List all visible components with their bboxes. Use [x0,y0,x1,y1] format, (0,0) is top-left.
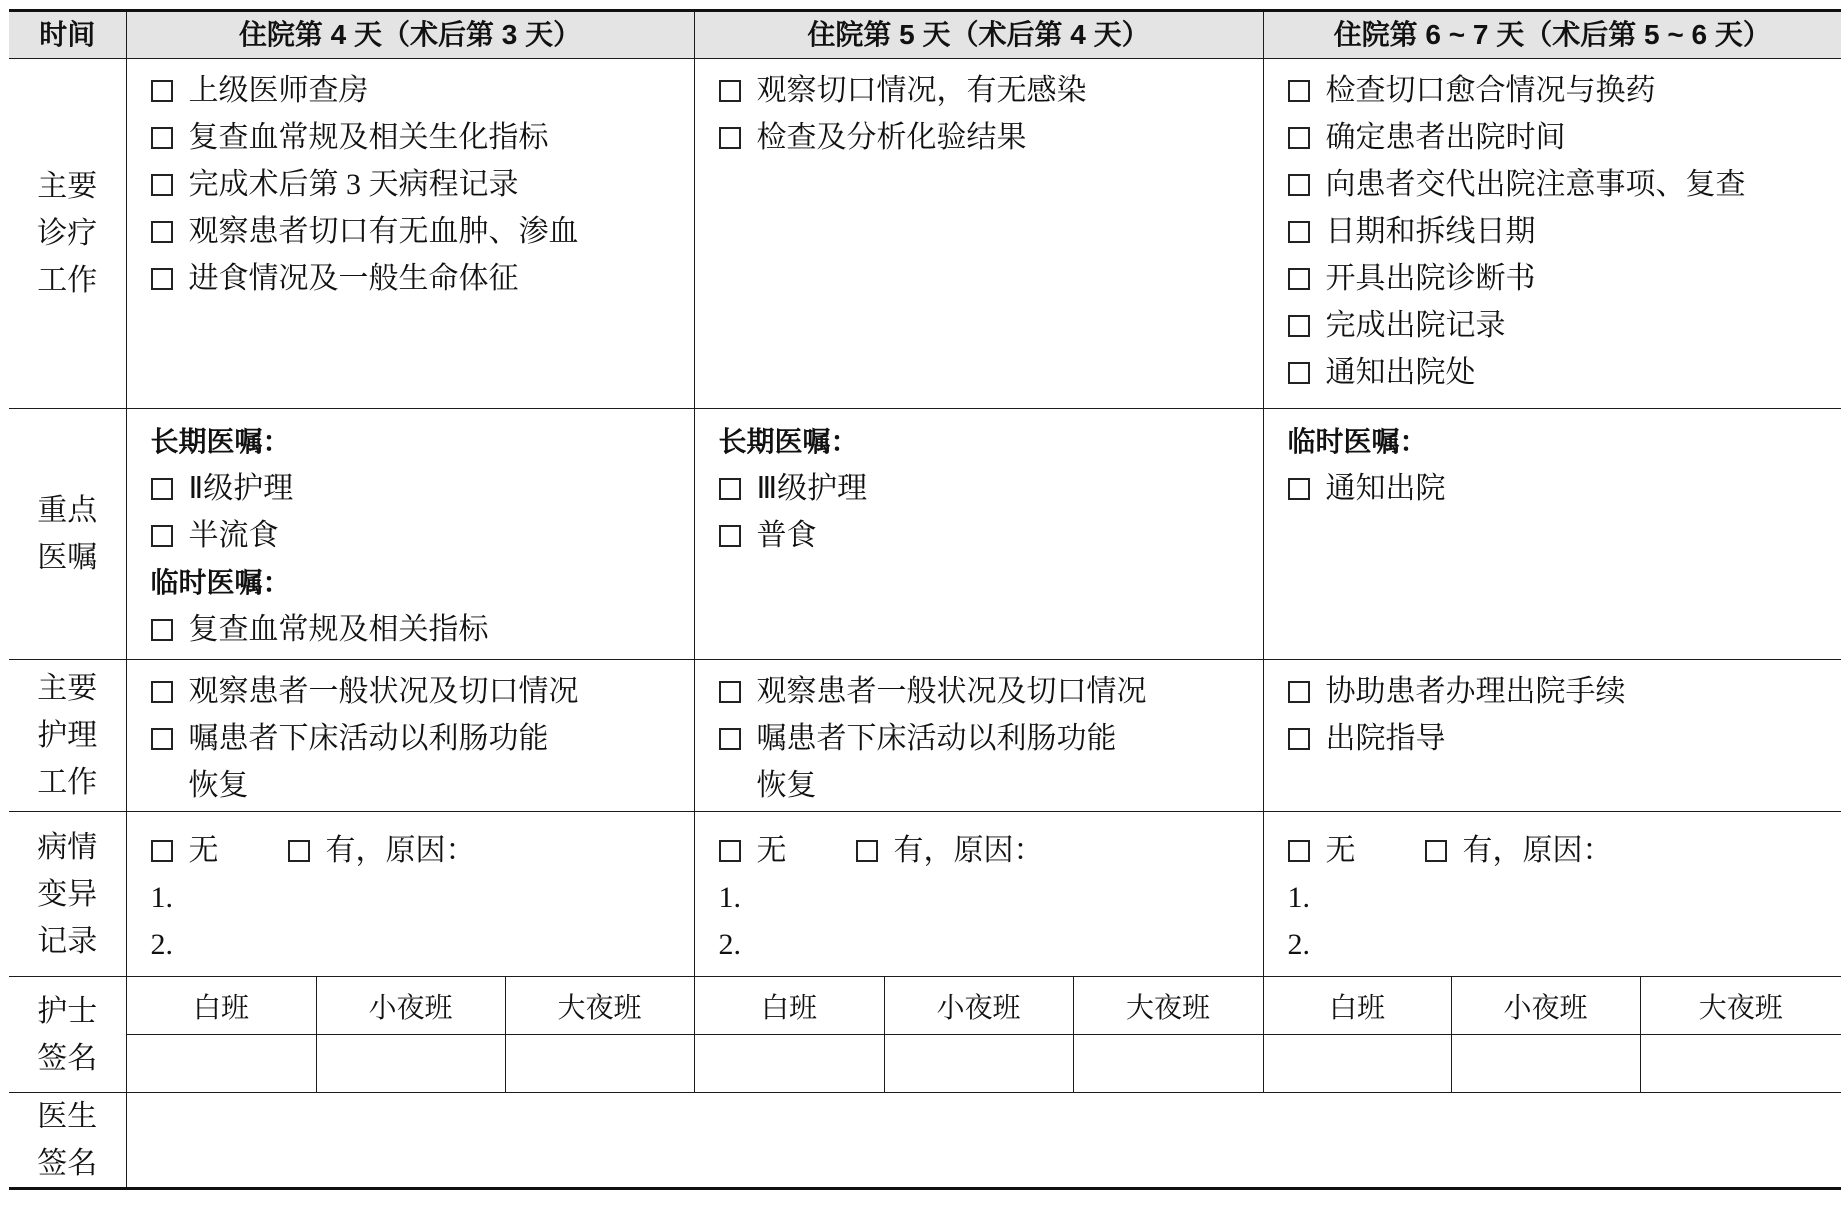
variation-option-yes [856,827,1044,874]
checkbox[interactable] [1288,681,1310,703]
day-header-text: 住院第 5 天（术后第 4 天） [807,19,1150,50]
checklist-item [1288,208,1842,255]
day-6-7-header [1263,11,1841,59]
option-text: 有，原因： [325,834,476,867]
checklist-item [1288,114,1842,161]
item-line [1288,302,1842,349]
day-5-main-treatment-cell [694,59,1263,409]
nurse-signature-label-cell [9,977,126,1093]
variation-option-none [1288,827,1425,874]
checklist-item [1288,67,1842,114]
orders-list [1264,409,1842,512]
variation-option-none [719,827,856,874]
item-text: 完成术后第 3 天病程记录 [188,168,519,201]
row-label-line: 医嘱 [37,541,98,574]
checklist-item [719,465,1263,512]
order-item-list [151,465,694,559]
checkbox[interactable] [151,174,173,196]
row-label-line: 病情 [37,830,98,864]
item-text: 通知出院 [1325,472,1446,505]
nursing-work-label-cell [9,660,126,812]
checkbox[interactable] [1288,362,1310,384]
shift-label-evening: 小夜班 [884,977,1073,1035]
checklist-item [1288,668,1842,715]
checklist-item [1288,349,1842,396]
checklist-item [151,606,694,653]
item-text: 观察患者一般状况及切口情况 [188,675,579,708]
checkbox[interactable] [719,728,741,750]
row-label-line: 诊疗 [37,217,98,250]
checkbox[interactable] [719,478,741,500]
day-4-orders-cell [126,409,694,660]
row-label-line: 医生 [37,1100,98,1133]
checklist-item [151,465,694,512]
variation-options [719,827,1263,874]
checklist [695,660,1263,809]
checklist-item [719,715,1263,809]
option-text: 无 [188,834,219,867]
checklist-item [151,668,694,715]
item-line [1288,67,1842,114]
item-line [151,465,694,512]
item-line [151,512,694,559]
item-line [719,465,1263,512]
order-type-heading: 临时医嘱： [150,567,291,598]
item-text: 复查血常规及相关生化指标 [188,121,549,154]
reason-line: 2. [718,928,741,961]
checkbox[interactable] [151,525,173,547]
shift-label-evening: 小夜班 [316,977,505,1035]
checkbox[interactable] [1288,268,1310,290]
checklist [127,660,694,809]
nurse-signature-field [1263,1035,1451,1093]
item-text: 检查切口愈合情况与换药 [1325,74,1656,107]
nurse-signature-field [1451,1035,1640,1093]
day-5-nursing-cell [694,660,1263,812]
doctor-signature-row [9,1093,1841,1189]
time-column-header [9,11,126,59]
row-label [9,665,126,806]
shift-label-night: 大夜班 [1073,977,1263,1035]
day-4-nursing-cell [126,660,694,812]
checkbox[interactable] [1288,478,1310,500]
row-label-line: 工作 [37,766,98,799]
row-label [9,988,126,1082]
day-5-variation-cell [694,812,1263,977]
checkbox[interactable] [288,840,310,862]
order-type-heading: 长期医嘱： [150,426,291,457]
row-label-line: 主要 [37,170,98,203]
shift-label-night: 大夜班 [1640,977,1841,1035]
reason-line: 2. [1287,928,1310,961]
day-5-header [694,11,1263,59]
item-line [1288,668,1842,715]
nurse-signature-field [694,1035,884,1093]
item-text: 观察患者一般状况及切口情况 [756,675,1147,708]
day-4-header [126,11,694,59]
checklist-item [1288,465,1842,512]
day-6-7-orders-cell [1263,409,1841,660]
checklist-item [151,512,694,559]
checklist-item [151,161,694,208]
item-line [719,512,1263,559]
day-6-7-main-treatment-cell [1263,59,1841,409]
checklist-item [719,67,1263,114]
item-line [1288,349,1842,396]
nurse-signature-field [884,1035,1073,1093]
checkbox[interactable] [1288,315,1310,337]
item-text: 协助患者办理出院手续 [1325,675,1626,708]
item-line [719,114,1263,161]
checkbox[interactable] [151,840,173,862]
checkbox[interactable] [151,681,173,703]
checklist [695,59,1263,161]
row-label-line: 护理 [37,719,98,752]
item-line [151,606,694,653]
nurse-signature-field [1073,1035,1263,1093]
item-line [1288,465,1842,512]
order-type-heading: 长期医嘱： [718,426,859,457]
item-line [1288,255,1842,302]
checkbox[interactable] [719,127,741,149]
checkbox[interactable] [1288,840,1310,862]
reason-line: 1. [718,881,741,914]
variation-options [1288,827,1842,874]
item-text: 观察切口情况，有无感染 [756,74,1087,107]
checklist-item [151,208,694,255]
option-text: 有，原因： [1462,834,1613,867]
row-label-line: 签名 [37,1041,98,1075]
checkbox[interactable] [1288,80,1310,102]
order-item-list [151,606,694,653]
item-text: 上级医师查房 [188,74,369,107]
variation-option-yes [1425,827,1613,874]
checklist-item [1288,715,1842,762]
item-line [151,67,694,114]
nurse-signature-field-row [9,1035,1841,1093]
item-text: 出院指导 [1325,722,1446,755]
checklist-item [151,114,694,161]
day-4-variation-cell [126,812,694,977]
item-text: Ⅱ级护理 [188,472,294,505]
checklist [1264,59,1842,396]
checkbox[interactable] [151,80,173,102]
option-text: 无 [756,834,787,867]
checkbox[interactable] [151,127,173,149]
main-treatment-row [9,59,1841,409]
row-label [9,487,126,581]
checkbox[interactable] [719,840,741,862]
checklist-item [151,67,694,114]
item-text: 检查及分析化验结果 [756,121,1027,154]
variation-record-row [9,812,1841,977]
checkbox[interactable] [151,728,173,750]
item-text: 进食情况及一般生命体征 [188,262,519,295]
item-line [719,668,1263,715]
item-text: 嘱患者下床活动以利肠功能 [756,722,1117,755]
item-text: 普食 [756,519,817,552]
item-text: 观察患者切口有无血肿、渗血 [188,215,579,248]
item-text: 确定患者出院时间 [1325,121,1566,154]
day-6-7-variation-cell [1263,812,1841,977]
checkbox[interactable] [719,681,741,703]
day-6-7-nursing-cell [1263,660,1841,812]
checkbox[interactable] [719,80,741,102]
item-line [151,161,694,208]
day-4-main-treatment-cell [126,59,694,409]
checkbox[interactable] [1288,127,1310,149]
row-label-line: 主要 [37,672,98,705]
item-continuation-line [151,762,694,809]
item-text: 半流食 [188,519,279,552]
row-label [9,1093,126,1187]
order-item-list [719,465,1263,559]
shift-label-night: 大夜班 [505,977,694,1035]
item-line [151,668,694,715]
shift-label-day: 白班 [694,977,884,1035]
order-type-heading: 临时医嘱： [1287,426,1428,457]
nursing-work-row [9,660,1841,812]
reason-line: 1. [1287,881,1310,914]
checkbox[interactable] [151,478,173,500]
item-text: Ⅲ级护理 [756,472,868,505]
row-label-line: 护士 [37,994,98,1028]
item-text: 开具出院诊断书 [1325,262,1536,295]
checklist-item [1288,161,1842,208]
option-text: 有，原因： [893,834,1044,867]
key-orders-row [9,409,1841,660]
shift-label-day: 白班 [1263,977,1451,1035]
checklist-item [151,255,694,302]
shift-label-evening: 小夜班 [1451,977,1640,1035]
checkbox[interactable] [1288,728,1310,750]
item-text: 完成出院记录 [1325,309,1506,342]
variation-block [1264,812,1842,968]
checklist-item [1288,302,1842,349]
row-label-line: 变异 [37,877,98,911]
item-line [719,715,1263,762]
row-label [9,824,126,965]
checkbox[interactable] [856,840,878,862]
item-continuation-line [719,762,1263,809]
item-line [1288,208,1842,255]
checklist-item [719,512,1263,559]
item-text: 通知出院处 [1325,356,1476,389]
variation-block [695,812,1263,968]
nurse-signature-field [126,1035,316,1093]
checklist [1264,660,1842,762]
row-label-line: 记录 [37,924,98,958]
checkbox[interactable] [1288,221,1310,243]
item-text: 恢复 [188,769,249,802]
checklist [127,59,694,302]
checkbox[interactable] [151,221,173,243]
time-header-text: 时间 [39,19,96,50]
header-row [9,11,1841,59]
orders-list [127,409,694,653]
item-line [151,114,694,161]
item-text: 向患者交代出院注意事项、复查 [1325,168,1746,201]
checkbox[interactable] [1425,840,1447,862]
item-line [1288,161,1842,208]
item-line [151,208,694,255]
nurse-signature-field [316,1035,505,1093]
row-label-line: 签名 [37,1147,98,1180]
item-line [151,715,694,762]
variation-options [151,827,694,874]
row-label [9,163,126,304]
checkbox[interactable] [151,268,173,290]
variation-label-cell [9,812,126,977]
item-text: 恢复 [756,769,817,802]
variation-option-yes [288,827,476,874]
main-treatment-label-cell [9,59,126,409]
checklist-item [719,668,1263,715]
checklist-item [719,114,1263,161]
checkbox[interactable] [1288,174,1310,196]
checkbox[interactable] [151,619,173,641]
shift-label-day: 白班 [126,977,316,1035]
doctor-signature-field [126,1093,1841,1189]
variation-option-none [151,827,288,874]
item-line [151,255,694,302]
reason-line: 1. [150,881,173,914]
doctor-signature-label-cell [9,1093,126,1189]
checklist-item [1288,255,1842,302]
item-line [1288,114,1842,161]
key-orders-label-cell [9,409,126,660]
order-item-list [1288,465,1842,512]
clinical-pathway-table [9,9,1841,1190]
nurse-signature-field [505,1035,694,1093]
day-5-orders-cell [694,409,1263,660]
variation-block [127,812,694,968]
item-line [719,67,1263,114]
item-line [1288,715,1842,762]
row-label-line: 工作 [37,264,98,297]
day-header-text: 住院第 4 天（术后第 3 天） [238,19,582,50]
day-header-text: 住院第 6 ~ 7 天（术后第 5 ~ 6 天） [1333,19,1771,50]
nurse-signature-shift-row [9,977,1841,1035]
item-text: 日期和拆线日期 [1325,215,1536,248]
item-text: 嘱患者下床活动以利肠功能 [188,722,549,755]
checklist-item [151,715,694,809]
item-text: 复查血常规及相关指标 [188,613,489,646]
reason-line: 2. [150,928,173,961]
orders-list [695,409,1263,559]
checkbox[interactable] [719,525,741,547]
option-text: 无 [1325,834,1356,867]
nurse-signature-field [1640,1035,1841,1093]
row-label-line: 重点 [37,494,98,527]
